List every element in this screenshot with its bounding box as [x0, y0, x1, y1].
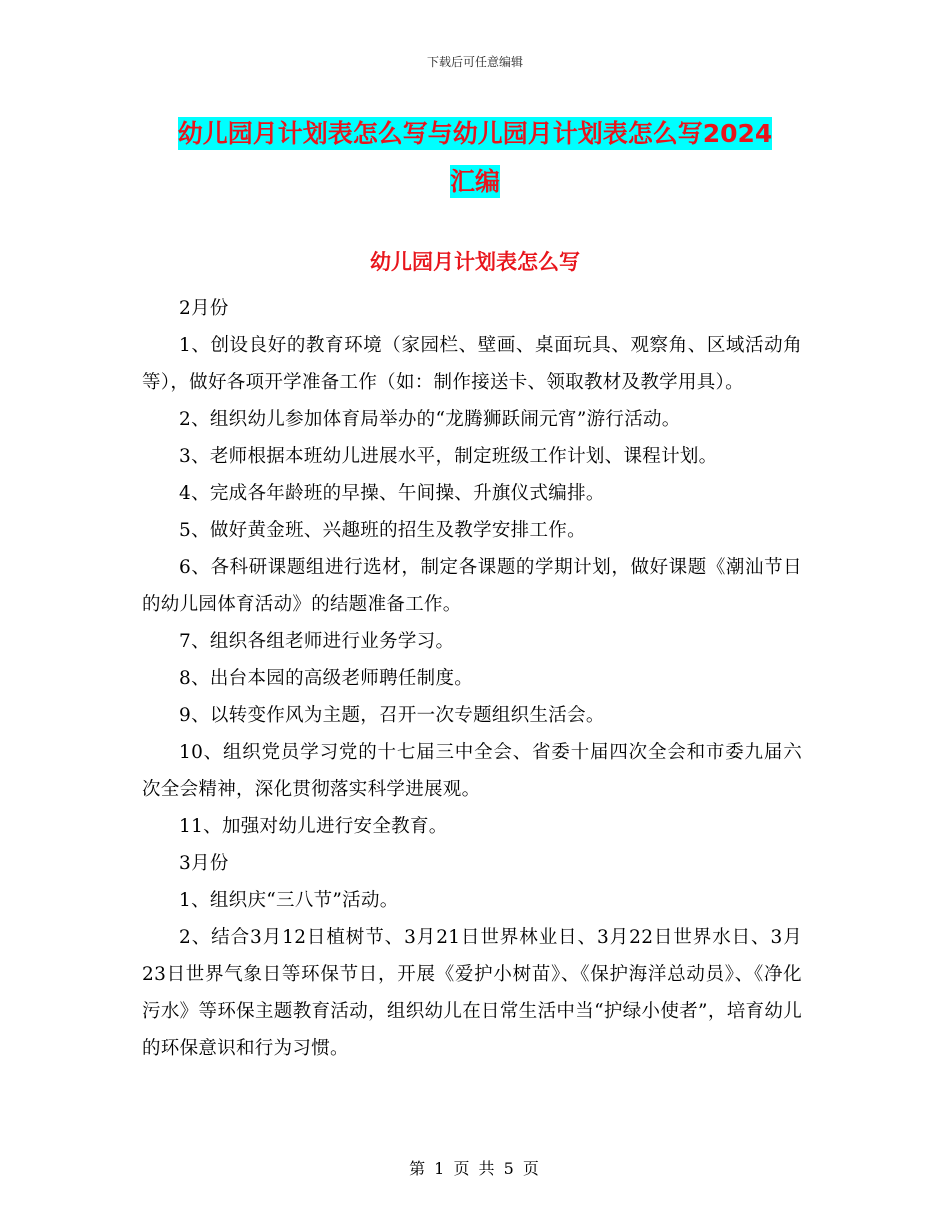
- paragraph: 1、组织庆“三八节”活动。: [179, 890, 399, 911]
- paragraph: 5、做好黄金班、兴趣班的招生及教学安排工作。: [179, 520, 586, 541]
- header-note: 下载后可任意编辑: [426, 55, 523, 69]
- paragraph: 8、出台本园的高级老师聘任制度。: [179, 668, 474, 689]
- page-footer: 第 1 页 共 5 页: [409, 1159, 541, 1178]
- paragraph: 2、组织幼儿参加体育局举办的“龙腾狮跃闹元宵”游行活动。: [179, 409, 681, 430]
- section-title: 幼儿园月计划表怎么写: [370, 250, 580, 274]
- paragraph: 2、结合3月12日植树节、3月21日世界林业日、3月22日世界水日、3月23日世界气象日等环保节日，开展《爱护小树苗》、《保护海洋总动员》、《净化污水》等环保主题教育活动，组织幼儿在日常生活中当“护绿小使者”，培育幼儿的环保意识和行为习惯。: [142, 927, 802, 1059]
- paragraph: 4、完成各年龄班的早操、午间操、升旗仪式编排。: [179, 483, 605, 504]
- document-title-line1: 幼儿园月计划表怎么写与幼儿园月计划表怎么写2024: [177, 119, 773, 148]
- document-title: [140, 110, 810, 206]
- paragraph: 7、组织各组老师进行业务学习。: [179, 631, 455, 652]
- paragraph: 3月份: [179, 853, 229, 874]
- document-title-line2: 汇编: [449, 167, 500, 196]
- paragraph: 2月份: [179, 298, 229, 319]
- document-body: [142, 290, 802, 1067]
- paragraph: 1、创设良好的教育环境（家园栏、壁画、桌面玩具、观察角、区域活动角等），做好各项开学准备工作（如：制作接送卡、领取教材及教学用具）。: [142, 335, 802, 393]
- paragraph: 10、组织党员学习党的十七届三中全会、省委十届四次全会和市委九届六次全会精神，深化贯彻落实科学进展观。: [142, 742, 802, 800]
- paragraph: 9、以转变作风为主题，召开一次专题组织生活会。: [179, 705, 605, 726]
- paragraph: 3、老师根据本班幼儿进展水平，制定班级工作计划、课程计划。: [179, 446, 718, 467]
- paragraph: 6、各科研课题组进行选材，制定各课题的学期计划，做好课题《潮汕节日的幼儿园体育活动》的结题准备工作。: [142, 557, 802, 615]
- paragraph: 11、加强对幼儿进行安全教育。: [179, 816, 448, 837]
